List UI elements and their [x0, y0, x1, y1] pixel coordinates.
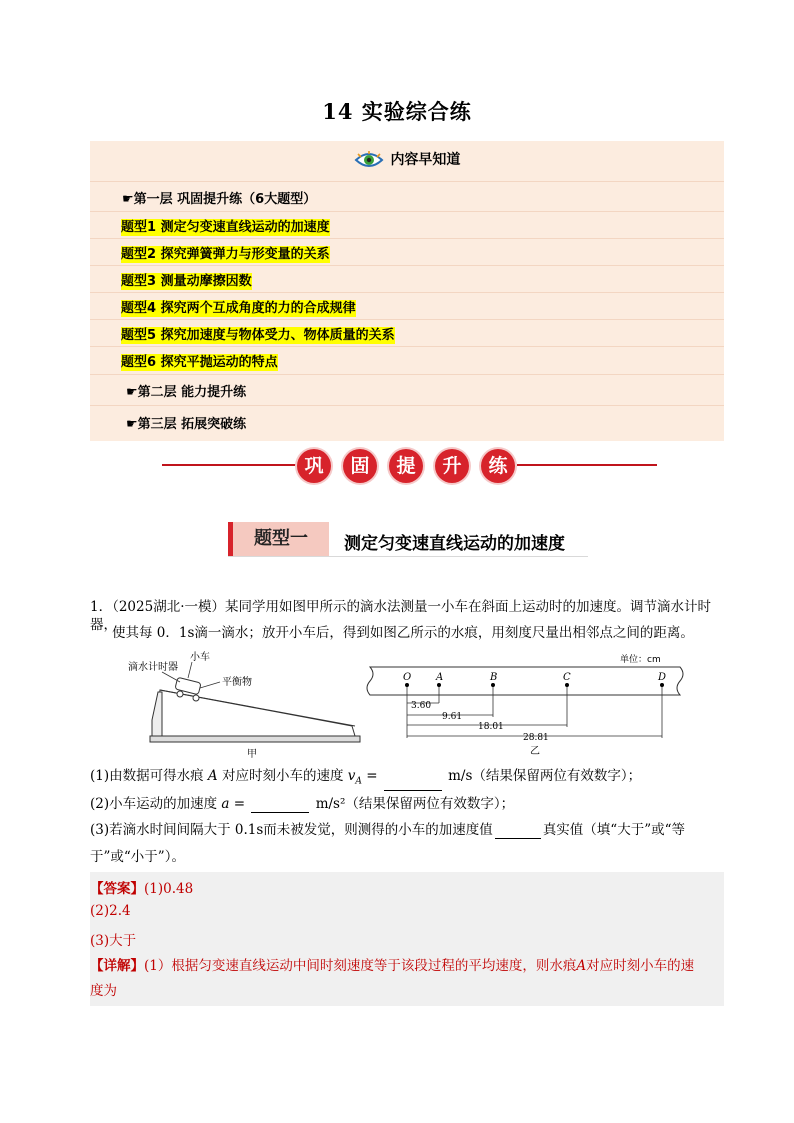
question-type-underline [228, 556, 588, 557]
detail-label: 【详解】 [90, 958, 144, 974]
toc-type-6[interactable] [121, 351, 755, 370]
toc-type-5[interactable] [121, 324, 755, 343]
figure-incline [150, 662, 360, 742]
toc-type-4[interactable] [121, 297, 755, 316]
toc-type-4-label: 题型4 探究两个互成角度的力的合成规律 [121, 301, 356, 316]
answer-box [90, 872, 724, 1006]
subquestion-1-text-c: m/s（结果保留两位有效数字）； [448, 768, 642, 784]
figure-caption-jia: 甲 [247, 749, 257, 760]
figure-caption-yi: 乙 [530, 746, 540, 757]
answer-3: (3)大于 [90, 933, 137, 949]
subquestion-1-text-b: 对应时刻小车的速度 [221, 768, 344, 784]
eye-icon [354, 151, 384, 169]
contents-header-label: 内容早知道 [390, 152, 461, 168]
equals-sign-1: = [366, 768, 378, 784]
subquestion-3 [90, 821, 730, 839]
detail-text-1b: 对应时刻小车的速 [586, 958, 695, 974]
answer-2: (2)2.4 [90, 903, 131, 919]
subquestion-1-text-a: (1)由数据可得水痕 [90, 768, 204, 784]
detail-text-1: (1）根据匀变速直线运动中间时刻速度等于该段过程的平均速度，则水痕 [144, 958, 577, 974]
banner-char-2: 固 [343, 449, 377, 483]
question-type-tag: 题型一 [228, 522, 329, 556]
toc-type-3[interactable] [121, 270, 755, 289]
mark-o [405, 683, 409, 687]
banner-rule-right [517, 464, 657, 466]
question-line-2: 使其每 0．1s滴一滴水；放开小车后，得到如图乙所示的水痕，用刻度尺量出相邻点之间的距离。 [112, 625, 694, 641]
experiment-figure [120, 650, 700, 765]
subquestion-2-text-a: (2)小车运动的加速度 [90, 796, 218, 812]
unit-label: 单位：cm [620, 655, 661, 665]
section-banner [297, 449, 517, 483]
mark-d [660, 683, 664, 687]
distance-oc: 18.01 [478, 722, 504, 732]
subquestion-3-cont: 于”或“小于”）。 [90, 849, 185, 865]
question-line-1: 1．（2025湖北·一模）某同学用如图甲所示的滴水法测量一小车在斜面上运动时的加速度。调节滴水计时器， [90, 599, 711, 633]
label-drip-timer: 滴水计时器 [128, 662, 178, 673]
subquestion-2 [90, 795, 730, 813]
answer-label: 【答案】 [90, 881, 144, 897]
toc-layer-2[interactable]: ☛第二层 能力提升练 [126, 385, 247, 400]
label-car: 小车 [190, 652, 210, 663]
toc-layer-3[interactable]: ☛第三层 拓展突破练 [126, 417, 247, 432]
point-c: C [563, 672, 571, 683]
subquestion-3-text-b: 真实值（填“大于”或“等 [542, 822, 686, 838]
mark-a [437, 683, 441, 687]
detail-line-1 [90, 954, 730, 974]
answer-1: (1)0.48 [144, 881, 194, 897]
symbol-v: v [347, 768, 356, 784]
banner-char-3: 提 [389, 449, 423, 483]
page-title: 14 实验综合练 [322, 99, 472, 124]
symbol-accel: a [221, 796, 230, 812]
question-type-title: 测定匀变速直线运动的加速度 [344, 534, 565, 554]
subquestion-3-text-a: (3)若滴水时间间隔大于 0.1s而未被发觉，则测得的小车的加速度值 [90, 822, 493, 838]
equals-sign-2: = [233, 796, 246, 812]
toc-type-3-label: 题型3 测量动摩擦因数 [121, 274, 252, 289]
detail-symbol-a: A [576, 958, 587, 974]
toc-type-1-label: 题型1 测定匀变速直线运动的加速度 [121, 220, 330, 235]
toc-type-6-label: 题型6 探究平抛运动的特点 [121, 355, 278, 370]
banner-rule-left [162, 464, 297, 466]
toc-type-1[interactable] [121, 216, 755, 235]
banner-char-1: 巩 [297, 449, 331, 483]
symbol-v-sub: A [355, 776, 362, 787]
point-a: A [436, 672, 444, 683]
toc-type-2-label: 题型2 探究弹簧弹力与形变量的关系 [121, 247, 330, 262]
toc-type-5-label: 题型5 探究加速度与物体受力、物体质量的关系 [121, 328, 395, 343]
distance-ob: 9.61 [442, 712, 463, 722]
answer-blank-3[interactable] [495, 824, 541, 839]
label-balance: 平衡物 [222, 677, 252, 688]
point-d: D [658, 672, 667, 683]
distance-oa: 3.60 [411, 701, 432, 711]
detail-line-2: 度为 [90, 983, 117, 999]
contents-overview-box [90, 141, 724, 441]
answer-line-1 [90, 877, 193, 897]
point-o: O [403, 672, 412, 683]
mark-c [565, 683, 569, 687]
subquestion-2-text-b: m/s²（结果保留两位有效数字）； [315, 796, 515, 812]
answer-blank-2[interactable] [251, 798, 309, 813]
banner-char-5: 练 [481, 449, 515, 483]
point-b: B [490, 672, 498, 683]
distance-od: 28.81 [523, 733, 549, 743]
contents-header [90, 141, 724, 182]
answer-blank-1[interactable] [384, 776, 442, 791]
toc-layer-1[interactable]: ☛第一层 巩固提升练（6大题型） [122, 192, 317, 207]
toc-type-2[interactable] [121, 243, 755, 262]
banner-char-4: 升 [435, 449, 469, 483]
mark-b [491, 683, 495, 687]
subquestion-1 [90, 767, 730, 791]
symbol-a: A [207, 768, 218, 784]
